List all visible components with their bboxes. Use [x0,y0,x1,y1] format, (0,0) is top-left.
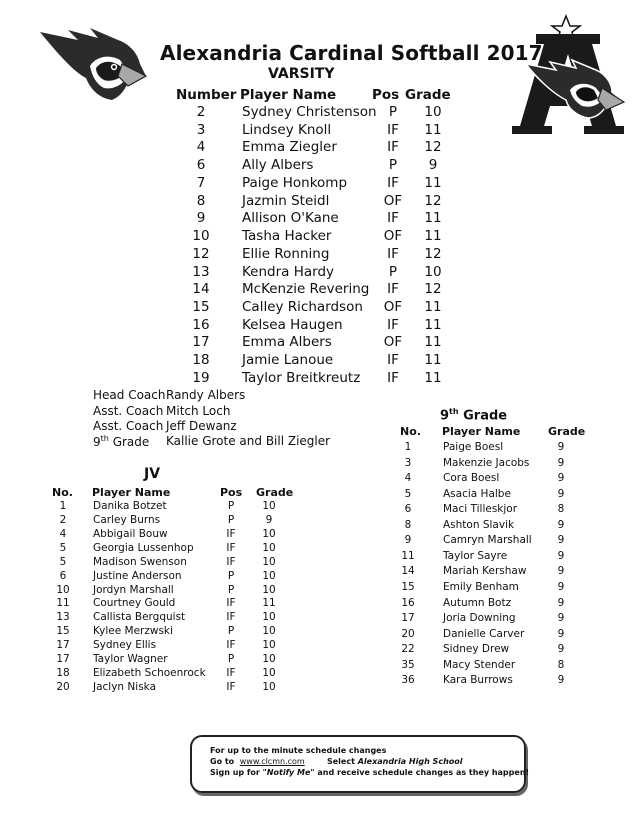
player-name: McKenzie Revering [242,281,370,298]
coach-role: Head Coach [93,388,166,402]
player-name: Danielle Carver [443,627,525,640]
jv-col-number: No. [52,486,73,499]
player-grade: 10 [262,625,276,638]
player-grade: 11 [262,597,276,610]
table-row [170,370,460,388]
player-number: 2 [59,513,67,526]
player-grade: 9 [557,518,565,531]
ninth-title-num: 9 [440,408,450,424]
player-grade: 10 [262,555,276,568]
player-number: 4 [404,472,412,485]
table-row [48,611,308,625]
player-position: IF [387,369,399,386]
player-number: 16 [192,316,210,333]
player-grade: 9 [557,596,565,609]
player-name: Carley Burns [93,513,161,526]
table-row [394,503,584,519]
player-grade: 10 [262,680,276,693]
player-number: 10 [192,228,210,245]
cardinal-head-icon [38,26,148,102]
player-grade: 8 [557,503,565,516]
player-grade: 12 [424,192,442,209]
table-row [48,556,308,570]
player-grade: 9 [265,513,273,526]
player-number: 5 [59,555,67,568]
jv-col-name: Player Name [92,486,171,499]
player-number: 15 [401,580,415,593]
player-number: 11 [56,597,70,610]
table-row [48,528,308,542]
player-number: 8 [196,192,206,209]
player-position: IF [387,210,399,227]
player-name: Emma Ziegler [242,139,337,156]
varsity-col-name: Player Name [240,87,337,103]
coach-role [93,434,149,449]
player-position: IF [387,139,399,156]
player-grade: 9 [557,580,565,593]
player-grade: 9 [557,549,565,562]
player-number: 13 [192,263,210,280]
player-name: Macy Stender [443,658,516,671]
player-number: 17 [56,653,70,666]
player-number: 7 [196,174,206,191]
player-number: 15 [56,625,70,638]
player-grade: 11 [424,316,442,333]
player-number: 35 [401,658,415,671]
player-grade: 9 [557,534,565,547]
player-name: Maci Tilleskjor [443,503,518,516]
player-grade: 10 [424,104,442,120]
table-row [394,643,584,659]
player-name: Kylee Merzwski [93,625,173,638]
player-grade: 9 [557,674,565,687]
player-grade: 11 [424,174,442,191]
player-position: IF [226,597,236,610]
table-row [170,352,460,370]
table-row [170,317,460,335]
notice-line-3 [210,767,530,778]
player-number: 9 [404,534,412,547]
player-name: Madison Swenson [93,555,187,568]
table-row [48,597,308,611]
player-number: 6 [196,157,206,174]
table-row [394,488,584,504]
player-name: Tasha Hacker [242,228,332,245]
player-name: Ally Albers [242,157,314,174]
table-row [170,157,460,175]
player-grade: 10 [262,569,276,582]
player-position: OF [383,299,403,316]
player-name: Ashton Slavik [443,518,515,531]
coach-role-rest: Grade [112,435,150,449]
table-row [394,674,584,690]
player-grade: 9 [557,472,565,485]
player-name: Ellie Ronning [242,245,330,262]
notice-goto: Go to [210,757,235,766]
table-row [170,299,460,317]
player-name: Elizabeth Schoenrock [93,667,206,680]
player-number: 15 [192,299,210,316]
player-grade: 10 [262,541,276,554]
table-row [394,612,584,628]
player-number: 9 [196,210,206,227]
player-name: Sidney Drew [443,643,510,656]
table-row [170,228,460,246]
player-grade: 11 [424,299,442,316]
player-name: Courtney Gould [93,597,176,610]
table-row [48,653,308,667]
table-row [48,667,308,681]
table-row [48,570,308,584]
player-number: 4 [59,527,67,540]
player-number: 18 [56,667,70,680]
player-name: Paige Honkomp [242,174,348,191]
player-grade: 10 [262,667,276,680]
player-grade: 8 [557,658,565,671]
schedule-notice-box [190,735,530,793]
player-grade: 10 [262,500,276,512]
player-grade: 9 [557,643,565,656]
ninth-col-grade: Grade [548,425,586,438]
player-grade: 10 [262,639,276,652]
player-name: Lindsey Knoll [242,121,332,138]
player-name: Camryn Marshall [443,534,532,547]
jv-col-pos: Pos [220,486,243,499]
player-grade: 11 [424,121,442,138]
player-number: 19 [192,369,210,386]
player-position: IF [387,245,399,262]
varsity-col-number: Number [176,87,237,103]
player-grade: 12 [424,139,442,156]
coach-name: Mitch Loch [166,403,231,418]
player-number: 11 [401,549,415,562]
player-grade: 12 [424,245,442,262]
player-number: 17 [401,612,415,625]
player-position: IF [226,527,236,540]
player-position: OF [383,192,403,209]
player-name: Emily Benham [443,580,519,593]
player-name: Asacia Halbe [443,487,511,500]
page-title: Alexandria Cardinal Softball 2017 [160,41,543,65]
player-number: 36 [401,674,415,687]
player-position: P [227,625,235,638]
notice-signup: Sign up for [210,768,260,777]
player-number: 22 [401,643,415,656]
jv-heading: JV [144,466,161,482]
varsity-heading: VARSITY [268,66,335,82]
player-name: Paige Boesl [443,441,504,453]
player-name: Autumn Botz [443,596,512,609]
table-row [48,542,308,556]
player-grade: 10 [262,653,276,666]
player-name: Cora Boesl [443,472,500,485]
player-position: IF [226,541,236,554]
player-grade: 9 [557,612,565,625]
player-grade: 9 [557,565,565,578]
player-grade: 11 [424,369,442,386]
table-row [394,581,584,597]
player-name: Jazmin Steidl [242,192,330,209]
player-name: Justine Anderson [93,569,182,582]
player-name: Sydney Christenson [242,104,377,120]
table-row [394,550,584,566]
player-position: P [227,583,235,596]
notice-line-1: For up to the minute schedule changes [210,746,387,755]
table-row [170,139,460,157]
table-row [394,441,584,457]
player-name: Kara Burrows [443,674,513,687]
coach-role-num: 9 [93,435,101,449]
table-row [170,104,460,122]
jv-col-grade: Grade [256,486,294,499]
table-row [394,597,584,613]
player-number: 16 [401,596,415,609]
player-position: P [227,653,235,666]
player-number: 17 [192,334,210,351]
player-grade: 12 [424,281,442,298]
player-position: IF [226,680,236,693]
table-row [394,457,584,473]
letter-a-cardinal-logo [506,14,630,136]
table-row [48,639,308,653]
table-row [394,659,584,675]
player-position: P [227,513,235,526]
player-grade: 10 [262,611,276,624]
player-number: 1 [59,500,67,512]
player-grade: 9 [557,627,565,640]
player-number: 6 [59,569,67,582]
player-name: Joria Downing [443,612,516,625]
ninth-col-name: Player Name [442,425,521,438]
player-number: 17 [56,639,70,652]
player-position: IF [226,667,236,680]
player-grade: 11 [424,228,442,245]
player-number: 14 [192,281,210,298]
player-number: 2 [196,104,206,120]
player-name: Taylor Breitkreutz [242,369,361,386]
player-grade: 9 [428,157,438,174]
player-position: P [388,157,398,174]
player-name: Sydney Ellis [93,639,157,652]
notice-school: Alexandria High School [357,757,463,766]
ninth-title-rest: Grade [463,408,508,424]
player-name: Taylor Wagner [93,653,168,666]
website-link[interactable]: www.clcmn.com [239,757,305,766]
player-position: IF [387,121,399,138]
table-row [394,472,584,488]
player-number: 8 [404,518,412,531]
table-row [48,500,308,514]
player-number: 3 [404,456,412,469]
table-row [48,514,308,528]
coach-role: Asst. Coach [93,403,164,418]
table-row [48,625,308,639]
table-row [170,193,460,211]
table-row [170,122,460,140]
table-row [48,584,308,598]
player-position: P [388,263,398,280]
player-number: 14 [401,565,415,578]
player-number: 5 [404,487,412,500]
player-grade: 10 [424,263,442,280]
player-name: Emma Albers [242,334,332,351]
player-position: P [227,500,235,512]
player-number: 5 [59,541,67,554]
player-number: 10 [56,583,70,596]
player-number: 3 [196,121,206,138]
player-position: IF [226,639,236,652]
player-position: P [388,104,398,120]
player-name: Danika Botzet [93,500,167,512]
player-grade: 9 [557,456,565,469]
player-name: Mariah Kershaw [443,565,527,578]
player-number: 20 [401,627,415,640]
notice-suffix: and receive schedule changes as they happen! [317,768,530,777]
table-row [170,281,460,299]
ninth-grade-heading [440,407,507,423]
table-row [394,565,584,581]
player-name: Calley Richardson [242,299,363,316]
table-row [394,519,584,535]
player-position: IF [226,555,236,568]
player-number: 6 [404,503,412,516]
player-position: IF [387,281,399,298]
player-number: 1 [404,441,412,453]
table-row [394,534,584,550]
table-row [170,175,460,193]
coach-name: Randy Albers [166,388,246,402]
table-row [170,264,460,282]
player-position: OF [383,334,403,351]
player-number: 13 [56,611,70,624]
player-name: Allison O'Kane [242,210,339,227]
ninth-title-sup: th [449,407,459,416]
player-name: Makenzie Jacobs [443,456,530,469]
notice-notify-me: "Notify Me" [262,768,315,777]
player-number: 4 [196,139,206,156]
table-row [170,334,460,352]
table-row [394,628,584,644]
notice-select: Select [326,757,355,766]
table-row [48,681,308,695]
ninth-col-number: No. [400,425,421,438]
player-number: 18 [192,352,210,369]
player-name: Kelsea Haugen [242,316,343,333]
player-grade: 10 [262,527,276,540]
player-grade: 11 [424,334,442,351]
player-name: Jordyn Marshall [93,583,174,596]
player-grade: 9 [557,441,565,453]
player-position: IF [387,174,399,191]
player-name: Taylor Sayre [443,549,508,562]
player-name: Jaclyn Niska [93,680,156,693]
player-name: Abbigail Bouw [93,527,168,540]
player-position: IF [387,316,399,333]
coach-role-sup: th [100,434,109,443]
player-position: OF [383,228,403,245]
player-grade: 10 [262,583,276,596]
varsity-col-pos: Pos [372,87,400,103]
player-name: Callista Bergquist [93,611,186,624]
player-name: Georgia Lussenhop [93,541,194,554]
player-name: Kendra Hardy [242,263,335,280]
coach-role: Asst. Coach [93,419,164,433]
player-grade: 9 [557,487,565,500]
player-position: IF [387,352,399,369]
player-number: 12 [192,245,210,262]
coach-name: Kallie Grote and Bill Ziegler [166,434,331,448]
notice-line-2 [210,756,524,767]
player-number: 20 [56,680,70,693]
player-grade: 11 [424,210,442,227]
varsity-col-grade: Grade [405,87,451,103]
player-position: P [227,569,235,582]
player-name: Jamie Lanoue [242,352,334,369]
coach-name: Jeff Dewanz [166,419,237,433]
table-row [170,246,460,264]
table-row [170,210,460,228]
player-position: IF [226,611,236,624]
player-grade: 11 [424,352,442,369]
